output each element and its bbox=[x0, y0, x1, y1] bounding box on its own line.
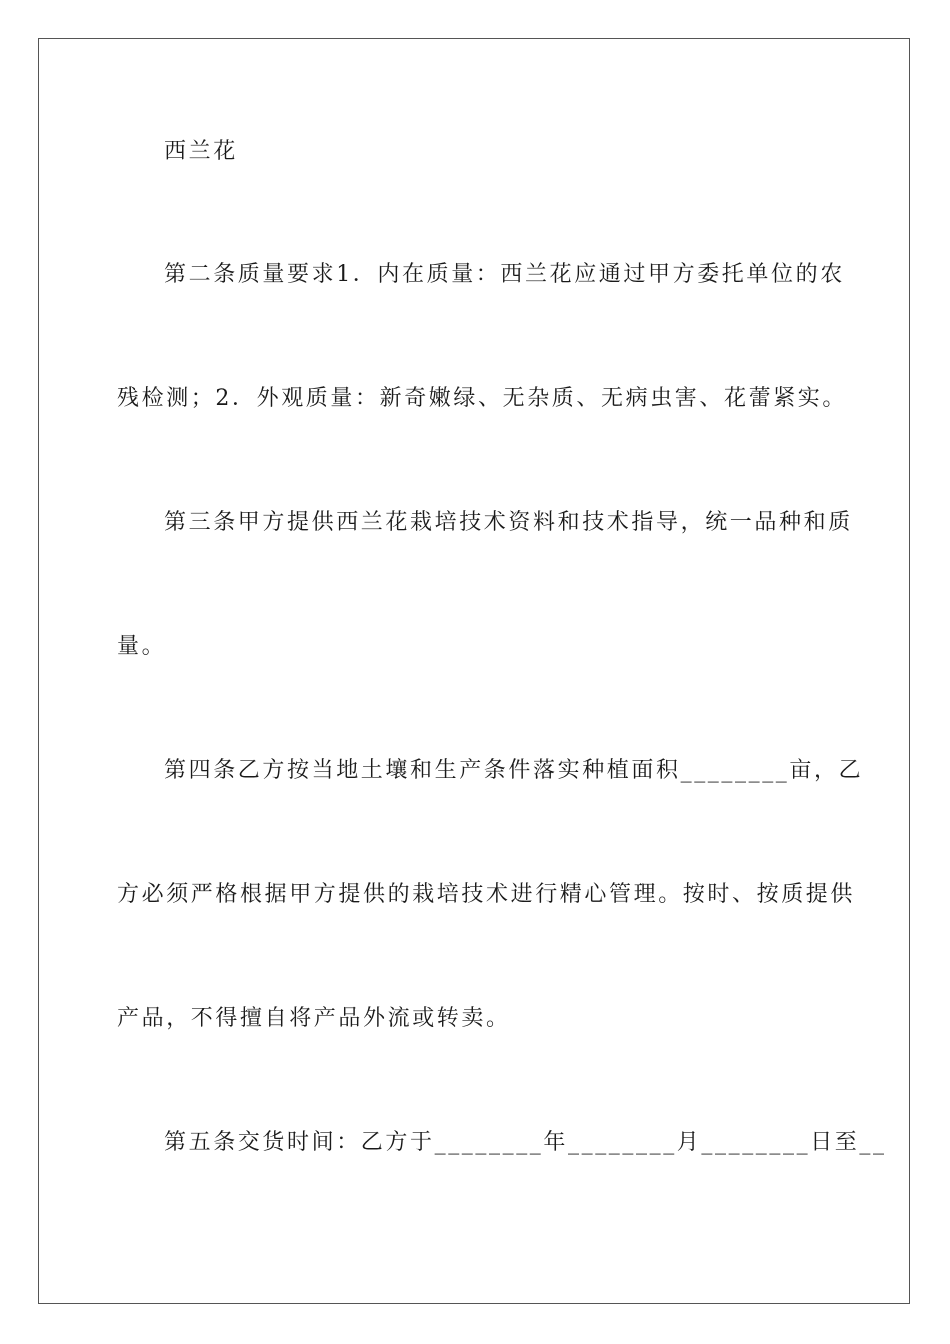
text-line-8: 产品，不得擅自将产品外流或转卖。 bbox=[117, 1006, 511, 1031]
text-line-5: 量。 bbox=[117, 634, 167, 659]
text-line-6: 第四条乙方按当地土壤和生产条件落实种植面积________亩，乙 bbox=[164, 758, 864, 783]
text-line-7: 方必须严格根据甲方提供的栽培技术进行精心管理。按时、按质提供 bbox=[117, 882, 856, 907]
text-line-2: 第二条质量要求1．内在质量：西兰花应通过甲方委托单位的农 bbox=[164, 262, 845, 287]
text-line-1: 西兰花 bbox=[164, 139, 238, 164]
text-line-4: 第三条甲方提供西兰花栽培技术资料和技术指导，统一品种和质 bbox=[164, 510, 853, 535]
page-frame bbox=[38, 38, 910, 1304]
text-line-3: 残检测；2．外观质量：新奇嫩绿、无杂质、无病虫害、花蕾紧实。 bbox=[117, 386, 847, 411]
text-line-9: 第五条交货时间：乙方于________年________月________日至__ bbox=[164, 1130, 887, 1155]
